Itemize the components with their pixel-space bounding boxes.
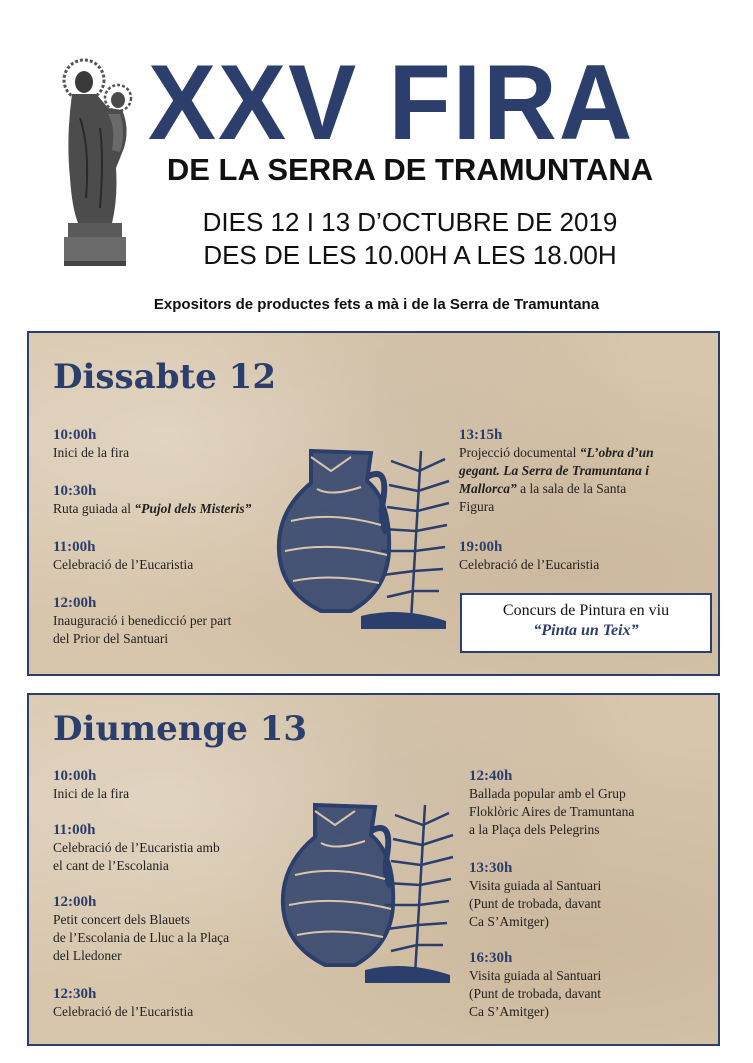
event-desc-emphasis: “L’obra d’un [579, 445, 654, 460]
saturday-panel [27, 331, 720, 676]
event-desc-text: Projecció documental [459, 445, 580, 460]
contest-name: “Pinta un Teix” [533, 622, 639, 639]
event-desc: del Prior del Santuari [53, 631, 169, 646]
schedule-item [459, 538, 689, 574]
event-desc: el cant de l’Escolania [53, 858, 169, 873]
dates-line: DIES 12 I 13 D’OCTUBRE DE 2019 [202, 207, 618, 237]
event-desc [459, 462, 709, 480]
event-desc: Inici de la fira [53, 445, 130, 460]
painting-contest-box [460, 593, 712, 653]
schedule-item [469, 859, 699, 931]
schedule-item [53, 426, 283, 462]
event-time: 11:00h [53, 822, 96, 838]
event-time: 13:15h [459, 427, 503, 443]
event-time: 12:00h [53, 894, 97, 910]
event-desc: Celebració de l’Eucaristia [53, 1004, 194, 1019]
schedule-item [469, 949, 699, 1021]
event-time: 13:30h [469, 860, 513, 876]
jug-with-pine-icon [275, 795, 455, 985]
event-time: 12:30h [53, 986, 97, 1002]
event-desc: (Punt de trobada, davant [469, 896, 601, 911]
event-desc-text: a la sala de la Santa [516, 481, 627, 496]
event-desc: del Lledoner [53, 948, 122, 963]
event-time: 12:40h [469, 768, 513, 784]
event-time: 10:00h [53, 427, 97, 443]
event-desc: a la Plaça dels Pelegrins [469, 822, 600, 837]
event-time: 10:30h [53, 483, 97, 499]
event-desc: Celebració de l’Eucaristia [53, 557, 194, 572]
event-desc: Visita guiada al Santuari [469, 878, 602, 893]
jug-with-pine-icon [271, 441, 451, 631]
event-desc: de l’Escolania de Lluc a la Plaça [53, 930, 230, 945]
schedule-item [53, 893, 303, 965]
fair-title: XXV FIRA [148, 42, 635, 163]
event-desc: Ca S’Amitger) [469, 1004, 549, 1019]
event-desc: Visita guiada al Santuari [469, 968, 602, 983]
schedule-item [53, 594, 283, 648]
fair-subtitle: DE LA SERRA DE TRAMUNTANA [166, 152, 654, 187]
event-desc: Celebració de l’Eucaristia [459, 557, 600, 572]
schedule-item [469, 767, 699, 839]
event-desc: Ca S’Amitger) [469, 914, 549, 929]
contest-title: Concurs de Pintura en viu [502, 602, 670, 619]
event-time: 10:00h [53, 768, 97, 784]
schedule-item [53, 538, 283, 574]
event-time: 12:00h [53, 595, 97, 611]
event-time: 11:00h [53, 539, 96, 555]
schedule-item [53, 985, 283, 1021]
schedule-item [53, 767, 283, 803]
virgin-statue-icon [60, 58, 138, 268]
event-desc: Floklòric Aires de Tramuntana [469, 804, 635, 819]
sunday-title: Diumenge 13 [53, 709, 308, 749]
event-desc: Inauguració i benedicció per part [53, 613, 232, 628]
event-desc-emphasis: “Pujol dels Misteris” [134, 501, 252, 516]
event-desc-text: Ruta guiada al [53, 501, 135, 516]
sunday-panel [27, 693, 720, 1046]
event-desc: Ballada popular amb el Grup [469, 786, 626, 801]
exhibitors-note: Expositors de productes fets a mà i de la Serra de Tramuntana [153, 296, 600, 313]
event-desc: Celebració de l’Eucaristia amb [53, 840, 220, 855]
schedule-item [53, 821, 283, 875]
event-desc: Inici de la fira [53, 786, 130, 801]
event-desc [459, 444, 709, 462]
event-desc [459, 480, 709, 498]
event-desc-emphasis: gegant. La Serra de Tramuntana i [459, 463, 650, 478]
event-desc: (Punt de trobada, davant [469, 986, 601, 1001]
hours-line: DES DE LES 10.00H A LES 18.00H [203, 240, 617, 270]
saturday-title: Dissabte 12 [53, 357, 276, 397]
event-desc: Figura [459, 499, 495, 514]
event-desc: Petit concert dels Blauets [53, 912, 190, 927]
event-desc-emphasis: Mallorca” [459, 481, 517, 496]
event-time: 19:00h [459, 539, 503, 555]
schedule-item [459, 426, 709, 516]
event-time: 16:30h [469, 950, 513, 966]
fair-dates [150, 206, 670, 272]
